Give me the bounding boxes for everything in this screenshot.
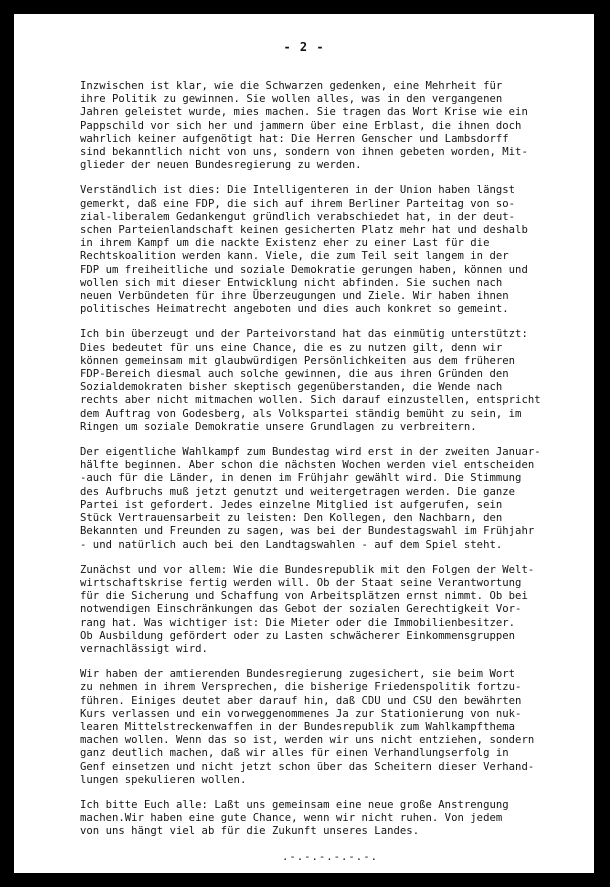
text-line: Dies bedeutet für uns eine Chance, die es zu nutzen gilt, denn wir [80, 341, 503, 354]
text-line: Der eigentliche Wahlkampf zum Bundestag wird erst in der zweiten Januar- [80, 446, 541, 459]
text-line: Partei ist gefordert. Jedes einzelne Mitglied ist aufgerufen, sein [80, 498, 503, 511]
text-line: schen Parteienlandschaft keinen gesicherten Platz mehr hat und deshalb [80, 224, 528, 237]
text-line: zial-liberalem Gedankengut gründlich verabschiedet hat, in der deut- [80, 210, 516, 223]
paragraph-2 [80, 184, 560, 316]
paragraph-3 [80, 328, 560, 434]
text-line: wollen sich mit dieser Entwicklung nicht abfinden. Sie suchen nach [80, 276, 503, 289]
text-line: Stück Vertrauensarbeit zu leisten: Den Kollegen, den Nachbarn, den [80, 512, 503, 525]
text-line: dem Auftrag von Godesberg, als Volkspartei ständig bemüht zu sein, im [80, 407, 522, 420]
text-line: Verständlich ist dies: Die Intelligenteren in der Union haben längst [80, 184, 516, 197]
text-line: Pappschild vor sich her und jammern über eine Erblast, die ihnen doch [80, 119, 522, 132]
text-line: gemerkt, daß eine FDP, die sich auf ihrem Berliner Parteitag von so- [80, 197, 516, 210]
text-line: Ringen um soziale Demokratie unsere Grundlagen zu verbreitern. [80, 420, 477, 433]
text-line: Ich bitte Euch alle: Laßt uns gemeinsam eine neue große Anstrengung [80, 798, 509, 811]
text-line: wirtschaftskrise fertig werden will. Ob der Staat seine Verantwortung [80, 576, 522, 589]
text-line: notwendigen Einschränkungen das Gebot der sozialen Gerechtigkeit Vor- [80, 603, 522, 616]
text-line: neuen Verbündeten für ihre Überzeugungen und Ziele. Wir haben ihnen [80, 290, 509, 303]
paragraph-7 [80, 799, 560, 839]
paragraph-6 [80, 668, 560, 787]
text-line: Bekannten und Freunden zu sagen, was bei der Bundestagswahl im Frühjahr [80, 525, 535, 538]
text-line: Wir haben der amtierenden Bundesregierung zugesichert, sie beim Wort [80, 668, 516, 681]
text-line: ganz deutlich machen, daß wir alles für einen Verhandlungserfolg in [80, 747, 509, 760]
text-line: für die Sicherung und Schaffung von Arbeitsplätzen ernst nimmt. Ob bei [80, 590, 528, 603]
text-line: lungen spekulieren wollen. [80, 773, 247, 786]
text-line: sind bekanntlich nicht von uns, sondern von ihnen gebeten worden, Mit- [80, 146, 528, 159]
text-line: können gemeinsam mit glaubwürdigen Persönlichkeiten aus dem früheren [80, 354, 516, 367]
text-line: wahrlich keiner aufgenötigt hat: Die Herren Genscher und Lambsdorff [80, 132, 509, 145]
text-line: von uns hängt viel ab für die Zukunft unseres Landes. [80, 825, 420, 838]
text-line: Ich bin überzeugt und der Parteivorstand hat das einmütig unterstützt: [80, 328, 528, 341]
text-line: hälfte beginnen. Aber schon die nächsten Wochen werden viel entscheiden [80, 459, 535, 472]
text-line: Jahren geleistet wurde, mies machen. Sie tragen das Wort Krise wie ein [80, 106, 528, 119]
text-line: zu nehmen in ihrem Versprechen, die bisherige Friedenspolitik fortzu- [80, 681, 522, 694]
body-text [80, 80, 560, 864]
text-line: -auch für die Länder, in denen im Frühjahr gewählt wird. Die Stimmung [80, 472, 522, 485]
text-line: führen. Einiges deutet aber darauf hin, daß CDU und CSU den bewährten [80, 694, 522, 707]
text-line: FDP-Bereich diesmal auch solche gewinnen, die aus ihren Gründen den [80, 368, 509, 381]
text-line: Genf einsetzen und nicht jetzt schon über das Scheitern dieser Verhand- [80, 760, 535, 773]
text-line: Inzwischen ist klar, wie die Schwarzen gedenken, eine Mehrheit für [80, 80, 503, 92]
text-line: Rechtskoalition werden kann. Viele, die zum Teil seit langem in der [80, 250, 509, 263]
text-line: Kurs verlassen und ein vorweggenommenes Ja zur Stationierung von nuk- [80, 707, 522, 720]
text-line: rang hat. Was wichtiger ist: Die Mieter oder die Immobilienbesitzer. [80, 616, 516, 629]
text-line: vernachlässigt wird. [80, 642, 208, 655]
text-line: machen wollen. Wenn das so ist, werden wir uns nicht entziehen, sondern [80, 734, 535, 747]
text-line: glieder der neuen Bundesregierung zu werden. [80, 159, 362, 172]
text-line: Ob Ausbildung gefördert oder zu Lasten schwächerer Einkommensgruppen [80, 629, 516, 642]
text-line: des Aufbruchs muß jetzt genutzt und weitergetragen werden. Die ganze [80, 485, 516, 498]
text-line: politisches Heimatrecht angeboten und dies auch konkret so gemeint. [80, 303, 509, 316]
document-page [14, 14, 594, 873]
closing-mark: .-.-.-.-.-.-. [282, 850, 378, 863]
paragraph-1 [80, 80, 560, 172]
text-line: ihre Politik zu gewinnen. Sie wollen alles, was in den vergangenen [80, 93, 503, 106]
text-line: rechts aber nicht mitmachen wollen. Sich darauf einzustellen, entspricht [80, 394, 541, 407]
text-line: machen.Wir haben eine gute Chance, wenn wir nicht ruhen. Von jedem [80, 812, 503, 825]
paragraph-5 [80, 564, 560, 656]
text-line: Sozialdemokraten bisher skeptisch gegenüberstanden, die Wende nach [80, 381, 503, 394]
page-number: - 2 - [283, 40, 325, 54]
text-line: - und natürlich auch bei den Landtagswahlen - auf dem Spiel steht. [80, 538, 503, 551]
text-line: learen Mittelstreckenwaffen in der Bundesrepublik zum Wahlkampfthema [80, 720, 516, 733]
text-line: FDP um freiheitliche und soziale Demokratie gerungen haben, können und [80, 263, 528, 276]
text-line: Zunächst und vor allem: Wie die Bundesrepublik mit den Folgen der Welt- [80, 563, 535, 576]
text-line: in ihrem Kampf um die nackte Existenz eher zu einer Last für die [80, 237, 490, 250]
paragraph-4 [80, 446, 560, 552]
